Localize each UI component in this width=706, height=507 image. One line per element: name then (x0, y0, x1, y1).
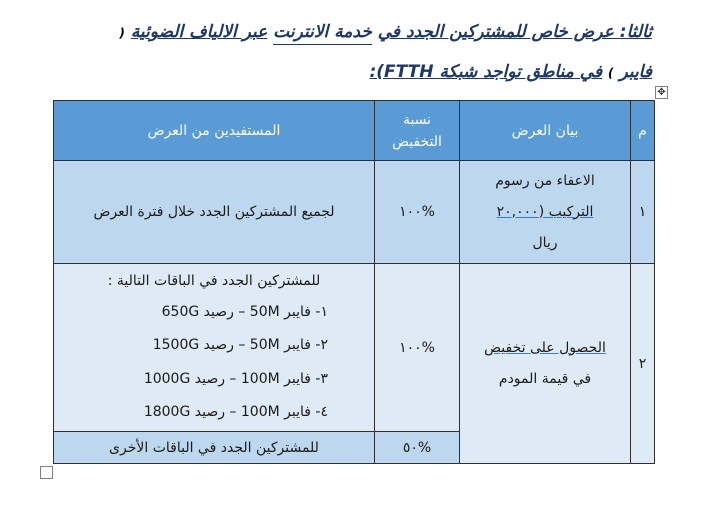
row1-offer (460, 161, 631, 264)
table-header-row (54, 101, 655, 161)
heading-part-a: ثالثا: عرض خاص للمشتركين الجدد في (377, 22, 652, 42)
row1-beneficiaries: لجميع المشتركين الجدد خلال فترة العرض (54, 161, 375, 264)
heading-open-paren: ( (119, 26, 125, 40)
row1-offer-line1: الاعفاء من رسوم (495, 172, 595, 189)
bundle-item: ٤- فايبر 100M – رصيد 1800G (143, 404, 328, 420)
bundle-item: ١- فايبر 50M – رصيد 650G (161, 303, 328, 320)
row1-offer-line2: التركيب (٢٠,٠٠٠ (496, 203, 594, 220)
row2-discount: %١٠٠ (375, 264, 460, 432)
header-discount (375, 101, 460, 161)
header-index: م (631, 101, 655, 161)
row2-offer-line2: في قيمة المودم (498, 370, 592, 387)
table-resize-handle-icon[interactable] (40, 466, 53, 479)
table-move-handle-icon[interactable]: ✥ (655, 86, 668, 99)
heading-part-c: عبر الالياف الضوئية (130, 22, 268, 42)
section-heading-line2 (12, 62, 652, 82)
heading-fiber: فايبر (619, 62, 652, 82)
row2-index: ٢ (631, 264, 655, 464)
heading-ftth-areas: في مناطق تواجد شبكة FTTH): (369, 62, 603, 82)
row2-offer (460, 264, 631, 464)
bundle-item: ٣- فايبر 100M – رصيد 1000G (143, 370, 328, 387)
header-discount-line1: نسبة (402, 111, 432, 128)
row1-discount: %١٠٠ (375, 161, 460, 264)
row2-beneficiaries-title: للمشتركين الجدد في الباقات التالية : (107, 272, 321, 289)
row1-offer-line3: ريال (532, 234, 558, 251)
table-row (54, 264, 655, 432)
header-discount-line2: التخفيض (392, 133, 442, 150)
row2-offer-line1: الحصول على تخفيض (484, 339, 606, 356)
bundle-item: ٢- فايبر 50M – رصيد 1500G (152, 337, 328, 353)
offer-table (53, 100, 655, 464)
header-beneficiaries: المستفيدين من العرض (54, 101, 375, 161)
heading-close-paren: ) (608, 66, 614, 80)
row1-index: ١ (631, 161, 655, 264)
table-row (54, 161, 655, 264)
header-offer-statement: بيان العرض (460, 101, 631, 161)
row2-discount-other: %٥٠ (375, 432, 460, 464)
section-heading-line1 (12, 22, 652, 42)
heading-part-b: خدمة الانترنت (273, 22, 372, 45)
row2-beneficiaries-other: للمشتركين الجدد في الباقات الأخرى (54, 432, 375, 464)
row2-beneficiaries (54, 264, 375, 432)
